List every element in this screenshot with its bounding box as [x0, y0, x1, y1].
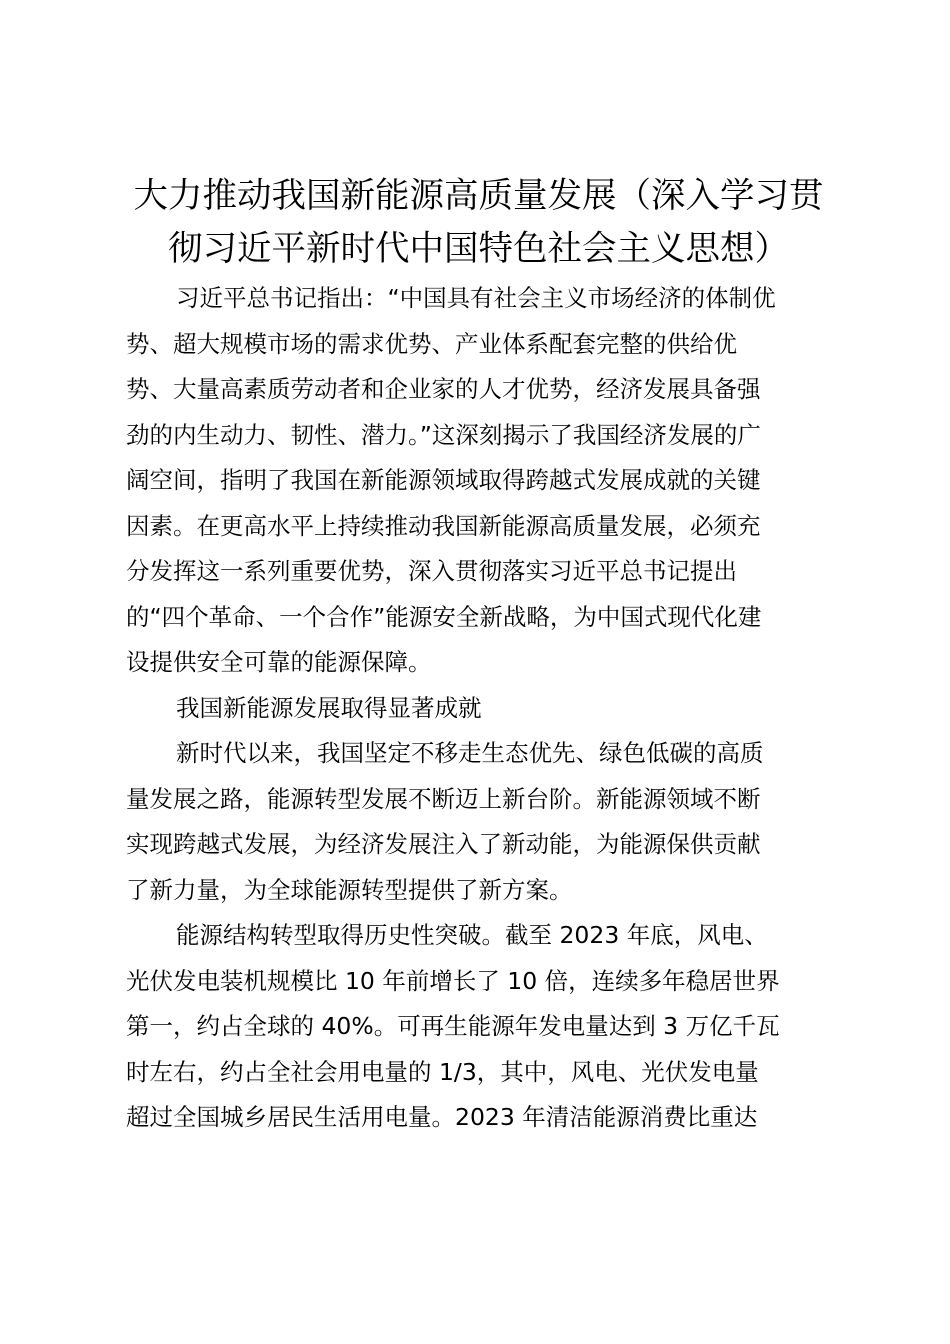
text-line: 量发展之路，能源转型发展不断迈上新台阶。新能源领域不断: [126, 784, 761, 813]
text-line: 第一，约占全球的 40%。可再生能源年发电量达到 3 万亿千瓦: [126, 1012, 780, 1040]
paragraph-intro: [126, 276, 831, 686]
text-line: 设提供安全可靠的能源保障。: [126, 648, 432, 676]
text-line: 能源结构转型取得历史性突破。截至 2023 年底，风电、: [176, 921, 768, 949]
text-line: 我国新能源发展取得显著成就: [176, 693, 482, 722]
text-line: 势、超大规模市场的需求优势、产业体系配套完整的供给优: [126, 329, 737, 358]
text-line: 实现跨越式发展，为经济发展注入了新动能，为能源保供贡献: [126, 830, 761, 858]
text-line: 阔空间，指明了我国在新能源领域取得跨越式发展成就的关键: [126, 466, 761, 494]
text-line: 习近平总书记指出：“中国具有社会主义市场经济的体制优: [176, 284, 776, 312]
text-line: 分发挥这一系列重要优势，深入贯彻落实习近平总书记提出: [126, 557, 737, 585]
paragraph-energy-structure: [126, 913, 831, 1141]
text-line: 时左右，约占全社会用电量的 1/3，其中，风电、光伏发电量: [126, 1057, 759, 1086]
section-heading: [126, 686, 831, 732]
title-line: 大力推动我国新能源高质量发展（深入学习贯: [133, 176, 824, 216]
text-line: 新时代以来，我国坚定不移走生态优先、绿色低碳的高质: [176, 739, 764, 767]
document-body: [126, 170, 831, 1141]
text-line: 势、大量高素质劳动者和企业家的人才优势，经济发展具备强: [126, 375, 761, 403]
text-line: 的“四个革命、一个合作”能源安全新战略，为中国式现代化建: [126, 602, 762, 631]
text-line: 劲的内生动力、韧性、潜力。”这深刻揭示了我国经济发展的广: [126, 420, 761, 449]
text-line: 光伏发电装机规模比 10 年前增长了 10 倍，连续多年稳居世界: [126, 966, 780, 995]
paragraph-new-era: [126, 731, 831, 913]
document-title: [126, 170, 831, 276]
text-line: 因素。在更高水平上持续推动我国新能源高质量发展，必须充: [126, 511, 761, 540]
text-line: 了新力量，为全球能源转型提供了新方案。: [126, 875, 573, 904]
text-line: 超过全国城乡居民生活用电量。2023 年清洁能源消费比重达: [126, 1103, 758, 1131]
title-line: 彻习近平新时代中国特色社会主义思想）: [168, 229, 789, 269]
